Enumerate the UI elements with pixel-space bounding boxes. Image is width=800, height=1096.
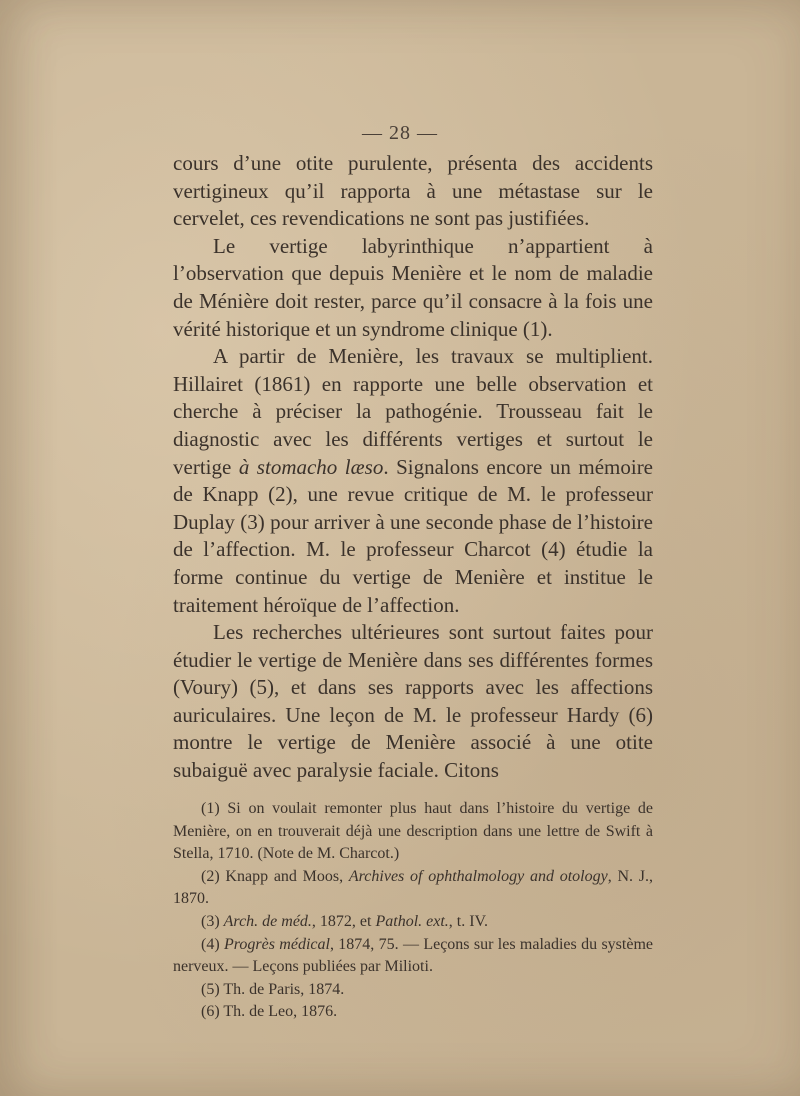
text-run: (6) Th. de Leo, 1876. [201,1003,338,1021]
paragraph [173,343,653,619]
footnote [173,934,653,979]
paragraph [173,233,653,343]
text-run: Les recherches ultérieures sont surtout faites pour étudier le vertige de Menière dans ses différentes formes (Voury) (5), et dans ses rapports avec les affections auriculaires. Une leçon de M. le professeur Hardy (6) montre le vertige de Menière associé à une otite subaiguë avec paralysie faciale. Citons [173,620,653,783]
text-run: (5) Th. de Paris, 1874. [201,980,345,998]
text-run: (4) [201,935,224,953]
footnote [173,979,653,1002]
footnote [173,866,653,911]
footnote [173,798,653,866]
paragraph [173,150,653,233]
text-run: cours d’une otite purulente, présenta des accidents vertigineux qu’il rapporta à une métastase sur le cervelet, ces revendications ne sont pas justifiées. [173,151,653,231]
text-run: , 1874, 75. — Leçons sur les maladies du système nerveux. — Leçons publiées par Milioti. [173,935,653,976]
footnotes [173,798,653,1024]
text-run: , N. J., 1870. [173,867,654,908]
text-run: Le vertige labyrinthique n’appartient à l’observation que depuis Menière et le nom de maladie de Ménière doit rester, parce qu’il consacre à la fois une vérité historique et un syndrome clinique (1). [173,233,653,341]
text-run: . Signalons encore un mémoire de Knapp (2), une revue critique de M. le professeur Duplay (3) pour arriver à une seconde phase de l’histoire de l’affection. M. le professeur Charcot (4) étudie la forme continue du vertige de Menière et institue le traitement héroïque de l’affection. [173,454,654,617]
text-run: , 1872, et [311,912,376,930]
italic-text: à stomacho læso [238,454,384,479]
footnote [173,911,653,934]
page-number: — 28 — [362,122,438,144]
text-run: (1) Si on voulait remonter plus haut dans l’histoire du vertige de Menière, on en trouverait déjà une description dans une lettre de Swift à Stella, 1710. (Note de M. Charcot.) [173,800,653,863]
text-run: (3) [201,912,224,930]
paragraph [173,619,653,785]
italic-text: Arch. de méd. [223,912,312,930]
text-run: , t. IV. [448,912,489,930]
italic-text: Archives of ophthalmology and otology [348,867,608,885]
italic-text: Pathol. ext. [375,912,449,930]
italic-text: Progrès médical [224,935,330,953]
body-text [173,150,653,785]
text-run: A partir de Menière, les travaux se multiplient. Hillairet (1861) en rapporte une belle observation et cherche à préciser la pathogénie. Trousseau fait le diagnostic avec les différents vertiges et surtout le vertige [173,344,653,479]
text-run: (2) Knapp and Moos, [201,867,349,885]
footnote [173,1001,653,1024]
